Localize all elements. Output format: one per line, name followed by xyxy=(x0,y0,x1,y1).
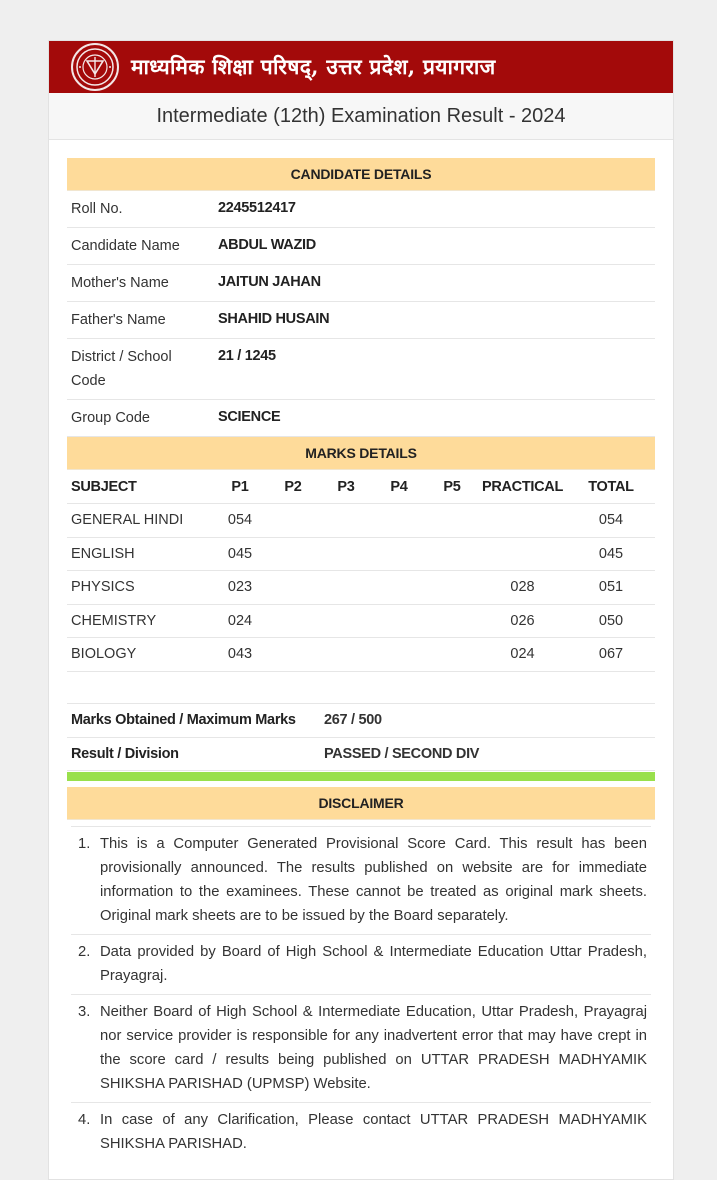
col-subject: SUBJECT xyxy=(67,470,214,504)
disclaimer-item xyxy=(71,1103,651,1162)
marks-row xyxy=(67,504,655,538)
subject-name: GENERAL HINDI xyxy=(67,504,214,538)
candidate-field-label: Candidate Name xyxy=(67,228,214,265)
subject-name: BIOLOGY xyxy=(67,638,214,672)
marks-p1: 045 xyxy=(214,537,266,571)
marks-total: 045 xyxy=(567,537,655,571)
up-government-seal-icon xyxy=(71,43,119,91)
marks-obtained-value: 267 / 500 xyxy=(320,704,655,738)
candidate-details-table xyxy=(67,191,655,437)
marks-header-row xyxy=(67,470,655,504)
candidate-details-heading: CANDIDATE DETAILS xyxy=(67,158,655,191)
candidate-field-row xyxy=(67,400,655,437)
candidate-field-value: SCIENCE xyxy=(214,400,655,437)
candidate-field-label: Mother's Name xyxy=(67,265,214,302)
marks-p5 xyxy=(426,638,478,672)
marks-table xyxy=(67,470,655,672)
disclaimer-text: This is a Computer Generated Provisional Score Card. This result has been provisionally announced. The results published on website are for immediate information to the examinees. These cannot be treated as original mark sheets. Original mark sheets are to be issued by the Board separately. xyxy=(100,836,647,924)
disclaimer-list xyxy=(71,826,651,1162)
marks-p5 xyxy=(426,571,478,605)
marks-p2 xyxy=(266,537,320,571)
marks-p5 xyxy=(426,537,478,571)
marks-practical xyxy=(478,504,567,538)
result-division-label: Result / Division xyxy=(67,737,320,771)
disclaimer-item xyxy=(71,995,651,1103)
candidate-field-row xyxy=(67,302,655,339)
candidate-field-value: 2245512417 xyxy=(214,191,655,228)
marks-total: 050 xyxy=(567,604,655,638)
marks-row xyxy=(67,537,655,571)
exam-title: Intermediate (12th) Examination Result - 2024 xyxy=(156,104,566,127)
marks-total: 051 xyxy=(567,571,655,605)
col-practical: PRACTICAL xyxy=(478,470,567,504)
subject-name: ENGLISH xyxy=(67,537,214,571)
marks-row xyxy=(67,638,655,672)
col-p1: P1 xyxy=(214,470,266,504)
disclaimer-heading: DISCLAIMER xyxy=(67,787,655,820)
subject-name: PHYSICS xyxy=(67,571,214,605)
candidate-field-value: 21 / 1245 xyxy=(214,339,655,400)
candidate-field-label: District / School Code xyxy=(67,339,214,400)
marks-p5 xyxy=(426,504,478,538)
marks-p3 xyxy=(320,571,372,605)
marks-p2 xyxy=(266,504,320,538)
disclaimer-text: In case of any Clarification, Please contact UTTAR PRADESH MADHYAMIK SHIKSHA PARISHAD. xyxy=(100,1112,647,1152)
col-total: TOTAL xyxy=(567,470,655,504)
result-division-row xyxy=(67,737,655,771)
subject-name: CHEMISTRY xyxy=(67,604,214,638)
marks-p2 xyxy=(266,571,320,605)
candidate-field-value: JAITUN JAHAN xyxy=(214,265,655,302)
marks-total: 054 xyxy=(567,504,655,538)
marks-row xyxy=(67,571,655,605)
exam-title-bar xyxy=(49,93,673,140)
marks-p4 xyxy=(372,604,426,638)
candidate-field-row xyxy=(67,228,655,265)
disclaimer-number: 4. xyxy=(78,1112,91,1128)
pass-status-bar xyxy=(67,772,655,781)
marks-details-heading: MARKS DETAILS xyxy=(67,437,655,470)
candidate-field-value: SHAHID HUSAIN xyxy=(214,302,655,339)
col-p2: P2 xyxy=(266,470,320,504)
marks-p3 xyxy=(320,604,372,638)
col-p3: P3 xyxy=(320,470,372,504)
candidate-field-row xyxy=(67,265,655,302)
marks-practical: 024 xyxy=(478,638,567,672)
marks-obtained-label: Marks Obtained / Maximum Marks xyxy=(67,704,320,738)
marks-p1: 054 xyxy=(214,504,266,538)
candidate-field-label: Roll No. xyxy=(67,191,214,228)
marks-obtained-row xyxy=(67,704,655,738)
marks-p5 xyxy=(426,604,478,638)
board-title-hindi: माध्यमिक शिक्षा परिषद्, उत्तर प्रदेश, प्रयागराज xyxy=(131,54,496,79)
disclaimer-item xyxy=(71,935,651,995)
marks-p3 xyxy=(320,504,372,538)
marks-table-spacer xyxy=(67,672,655,704)
disclaimer-text: Data provided by Board of High School & Intermediate Education Uttar Pradesh, Prayagraj. xyxy=(100,944,647,984)
candidate-field-label: Father's Name xyxy=(67,302,214,339)
col-p5: P5 xyxy=(426,470,478,504)
candidate-field-value: ABDUL WAZID xyxy=(214,228,655,265)
marks-p4 xyxy=(372,537,426,571)
marks-p1: 043 xyxy=(214,638,266,672)
marks-p3 xyxy=(320,638,372,672)
disclaimer-text: Neither Board of High School & Intermediate Education, Uttar Pradesh, Prayagraj nor service provider is responsible for any inadvertent error that may have crept in the score card / results being published on UTTAR PRADESH MADHYAMIK SHIKSHA PARISHAD (UPMSP) Website. xyxy=(100,1004,647,1092)
marks-p1: 024 xyxy=(214,604,266,638)
marks-p3 xyxy=(320,537,372,571)
disclaimer-number: 2. xyxy=(78,944,91,960)
result-card xyxy=(48,40,674,1180)
board-banner xyxy=(49,41,673,93)
marks-practical: 028 xyxy=(478,571,567,605)
marks-p4 xyxy=(372,504,426,538)
marks-total: 067 xyxy=(567,638,655,672)
result-content xyxy=(49,140,673,1162)
marks-p4 xyxy=(372,638,426,672)
marks-p2 xyxy=(266,638,320,672)
marks-practical xyxy=(478,537,567,571)
marks-row xyxy=(67,604,655,638)
disclaimer-number: 1. xyxy=(78,836,91,852)
marks-p2 xyxy=(266,604,320,638)
candidate-field-row xyxy=(67,339,655,400)
marks-p1: 023 xyxy=(214,571,266,605)
candidate-field-row xyxy=(67,191,655,228)
col-p4: P4 xyxy=(372,470,426,504)
disclaimer-item xyxy=(71,826,651,935)
result-summary-table xyxy=(67,704,655,772)
disclaimer-number: 3. xyxy=(78,1004,91,1020)
candidate-field-label: Group Code xyxy=(67,400,214,437)
marks-p4 xyxy=(372,571,426,605)
result-division-value: PASSED / SECOND DIV xyxy=(320,737,655,771)
marks-practical: 026 xyxy=(478,604,567,638)
